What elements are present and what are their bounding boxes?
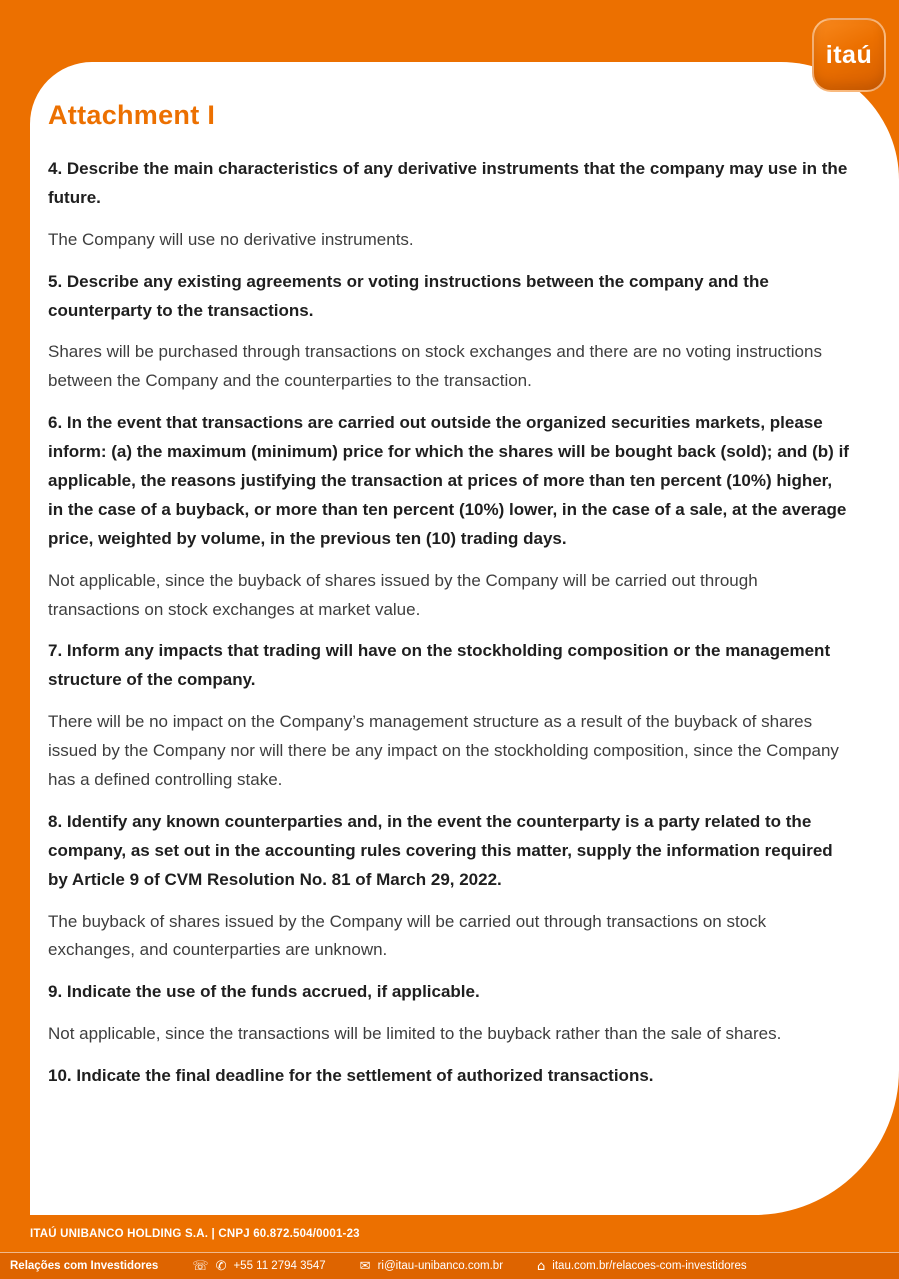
qa-section-10 [48,1062,849,1091]
answer-text: There will be no impact on the Company’s management structure as a result of the buyback of shares issued by the Company nor will there be any impact on the stockholding composition, since the Company has a defined controlling stake. [48,712,839,790]
website-link[interactable]: itau.com.br/relacoes-com-investidores [552,1260,747,1272]
qa-section-7 [48,637,849,794]
email-link[interactable]: ri@itau-unibanco.com.br [377,1260,504,1272]
email-contact [360,1260,503,1273]
question-text: 8. Identify any known counterparties and, in the event the counterparty is a party related to the company, as set out in the accounting rules covering this matter, supply the information required by Article 9 of CVM Resolution No. 81 of March 29, 2022. [48,811,833,889]
company-cnpj-text: ITAÚ UNIBANCO HOLDING S.A. | CNPJ 60.872.504/0001-23 [30,1227,360,1240]
phone-number: +55 11 2794 3547 [233,1260,326,1272]
question-text: 6. In the event that transactions are carried out outside the organized securities markets, please inform: (a) the maximum (minimum) price for which the shares will be bought back (sold); and (b) if applicable, the reasons justifying the transaction at prices of more than ten percent (10%) higher, in the case of a buyback, or more than ten percent (10%) lower, in the case of a sale, at the average price, weighted by volume, in the previous ten (10) trading days. [48,413,849,548]
answer-text: Not applicable, since the buyback of shares issued by the Company will be carried out through transactions on stock exchanges at market value. [48,570,758,619]
itau-logo [812,18,886,92]
answer-text: The Company will use no derivative instruments. [48,229,414,249]
answer-text: The buyback of shares issued by the Company will be carried out through transactions on stock exchanges, and counterparties are unknown. [48,911,767,960]
footer-contact-bar [0,1252,899,1279]
phone-icon: ☏ [192,1258,209,1274]
question-text: 5. Describe any existing agreements or voting instructions between the company and the counterparty to the transactions. [48,271,769,320]
page-title: Attachment I [48,100,216,130]
qa-section-8 [48,808,849,965]
footer-company-line [0,1215,899,1252]
mobile-phone-icon: ✆ [215,1258,227,1274]
website-contact [537,1260,747,1273]
itau-logo-text: itaú [825,40,873,69]
home-icon: ⌂ [537,1258,546,1274]
question-text: 9. Indicate the use of the funds accrued, if applicable. [48,982,480,1002]
investor-relations-label: Relações com Investidores [10,1260,159,1272]
question-text: 10. Indicate the final deadline for the settlement of authorized transactions. [48,1066,654,1086]
content-card [30,62,899,1215]
phone-contact [192,1260,325,1273]
qa-section-9 [48,978,849,1049]
answer-text: Not applicable, since the transactions will be limited to the buyback rather than the sale of shares. [48,1024,782,1044]
qa-section-6 [48,409,849,624]
page-footer [0,1215,899,1279]
mail-icon: ✉ [359,1258,371,1274]
question-text: 4. Describe the main characteristics of any derivative instruments that the company may use in the future. [48,159,848,207]
answer-text: Shares will be purchased through transactions on stock exchanges and there are no voting instructions between the Company and the counterparties to the transaction. [48,342,822,391]
qa-section-5 [48,268,849,397]
qa-section-4 [48,155,849,255]
question-text: 7. Inform any impacts that trading will have on the stockholding composition or the management structure of the company. [48,641,831,690]
